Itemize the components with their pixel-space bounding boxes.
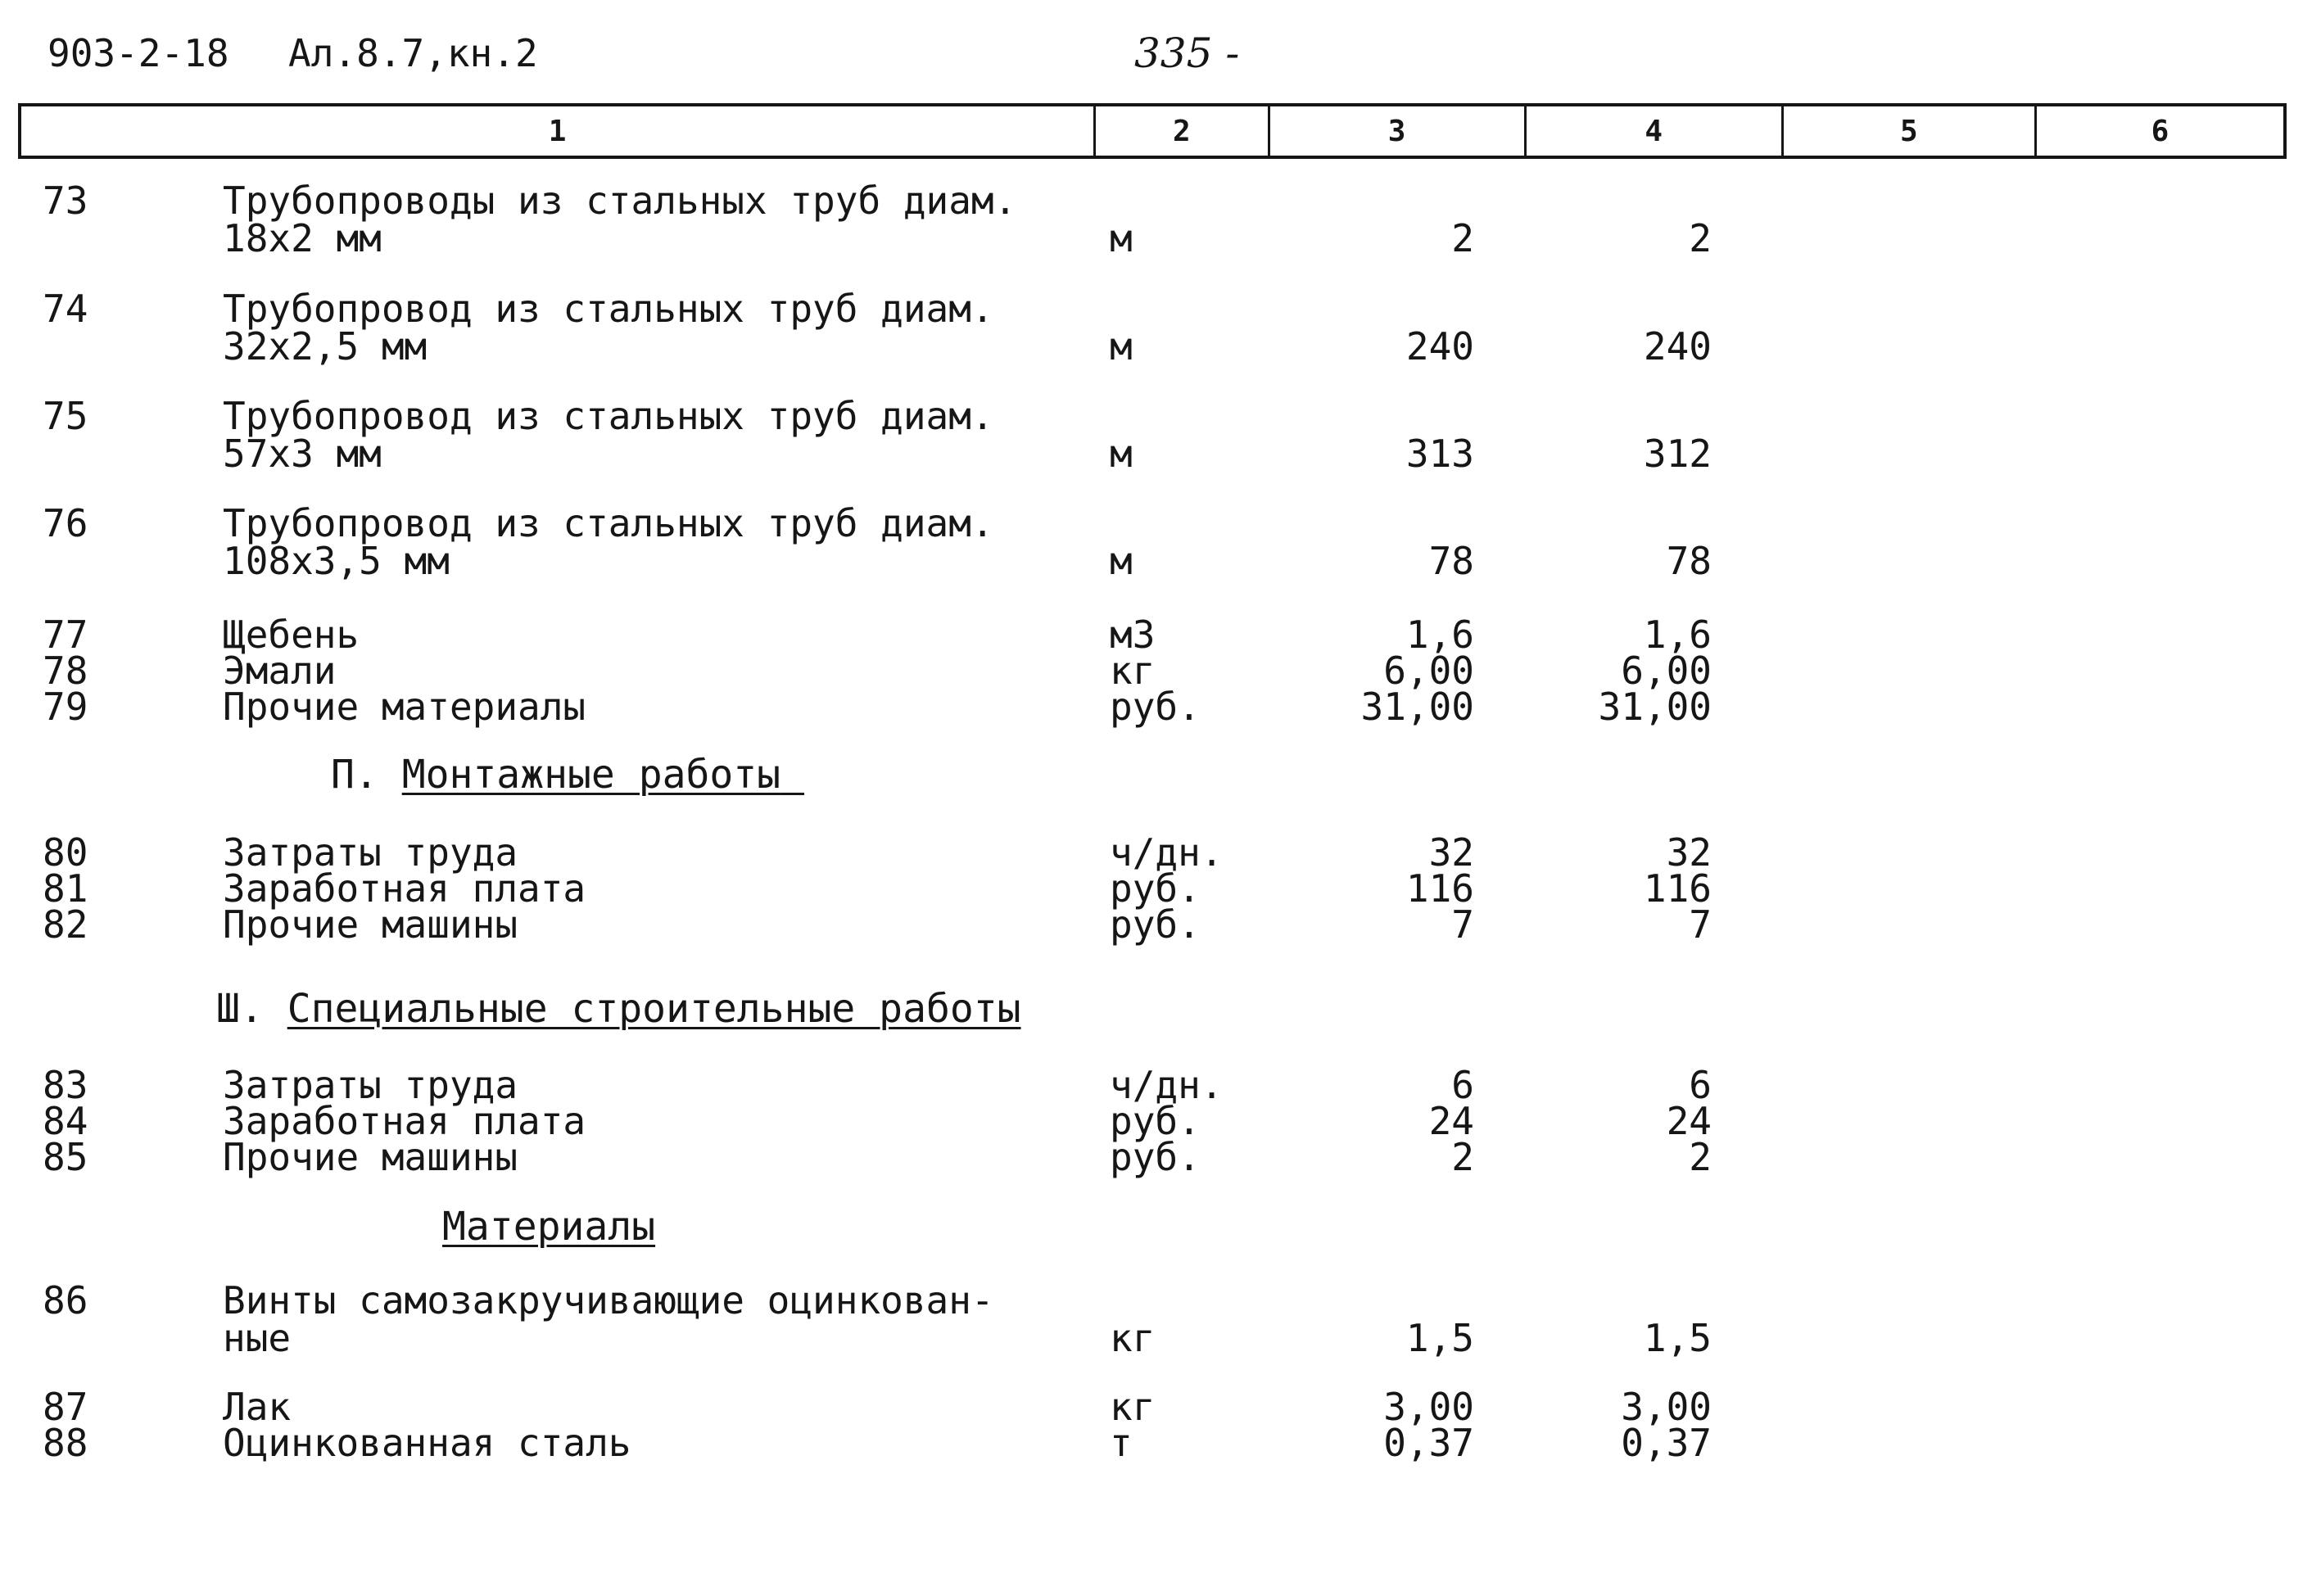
unit: м <box>1110 432 1133 476</box>
column-header-3: 3 <box>1270 106 1527 156</box>
row-number: 74 <box>43 287 88 331</box>
item-name: Трубопровод из стальных труб диам. <box>223 394 994 438</box>
value-col4: 2 <box>1689 216 1712 260</box>
column-header-row <box>18 103 2287 159</box>
value-col3: 32 <box>1428 830 1474 875</box>
item-name: Прочие машины <box>223 902 518 947</box>
column-header-4: 4 <box>1527 106 1784 156</box>
value-col4: 116 <box>1643 866 1712 911</box>
value-col3: 3,00 <box>1383 1385 1474 1429</box>
section-title: Материалы <box>442 1204 656 1250</box>
unit: м <box>1110 324 1133 368</box>
value-col4: 24 <box>1666 1099 1712 1143</box>
unit: ч/дн. <box>1110 1063 1224 1107</box>
document-code: 903-2-18 <box>48 31 229 75</box>
value-col3: 313 <box>1405 432 1474 476</box>
item-name: Заработная плата <box>223 866 586 911</box>
value-col3: 240 <box>1405 324 1474 368</box>
item-name: Заработная плата <box>223 1099 586 1143</box>
row-number: 84 <box>43 1099 88 1143</box>
unit: кг <box>1110 1316 1156 1360</box>
section-number: П. <box>331 752 378 798</box>
item-name: Трубопроводы из стальных труб диам. <box>223 179 1017 223</box>
value-col3: 24 <box>1428 1099 1474 1143</box>
value-col3: 116 <box>1405 866 1474 911</box>
value-col3: 2 <box>1451 216 1474 260</box>
row-number: 87 <box>43 1385 88 1429</box>
unit: кг <box>1110 649 1156 693</box>
item-name: Щебень <box>223 613 360 657</box>
item-name: Затраты труда <box>223 1063 518 1107</box>
item-name-cont: 18х2 мм <box>223 216 382 260</box>
value-col4: 0,37 <box>1621 1421 1712 1465</box>
item-name: Прочие машины <box>223 1135 518 1179</box>
unit: м3 <box>1110 613 1156 657</box>
page-number: 335 - <box>1134 29 1240 77</box>
value-col3: 2 <box>1451 1135 1474 1179</box>
unit: руб. <box>1110 685 1201 729</box>
value-col4: 3,00 <box>1621 1385 1712 1429</box>
row-number: 88 <box>43 1421 88 1465</box>
unit: м <box>1110 216 1133 260</box>
row-number: 77 <box>43 613 88 657</box>
value-col3: 31,00 <box>1360 685 1474 729</box>
unit: кг <box>1110 1385 1156 1429</box>
column-header-6: 6 <box>2151 114 2169 148</box>
value-col4: 6 <box>1689 1063 1712 1107</box>
section-heading-materials <box>442 1204 655 1250</box>
item-name: Прочие материалы <box>223 685 586 729</box>
item-name-cont: 108х3,5 мм <box>223 539 450 583</box>
value-col3: 78 <box>1428 539 1474 583</box>
item-name-cont: 32х2,5 мм <box>223 324 428 368</box>
item-name: Затраты труда <box>223 830 518 875</box>
row-number: 85 <box>43 1135 88 1179</box>
unit: т <box>1110 1421 1133 1465</box>
row-number: 83 <box>43 1063 88 1107</box>
value-col4: 312 <box>1643 432 1712 476</box>
value-col4: 240 <box>1643 324 1712 368</box>
value-col3: 1,5 <box>1405 1316 1474 1360</box>
value-col3: 6 <box>1451 1063 1474 1107</box>
value-col4: 1,5 <box>1643 1316 1712 1360</box>
item-name: Трубопровод из стальных труб диам. <box>223 501 994 545</box>
row-number: 76 <box>43 501 88 545</box>
item-name-cont: 57х3 мм <box>223 432 382 476</box>
section-heading-special <box>216 986 1021 1032</box>
unit: руб. <box>1110 1135 1201 1179</box>
value-col3: 0,37 <box>1383 1421 1474 1465</box>
unit: ч/дн. <box>1110 830 1224 875</box>
unit: м <box>1110 539 1133 583</box>
section-number: Ш. <box>216 986 264 1032</box>
value-col4: 32 <box>1666 830 1712 875</box>
value-col4: 78 <box>1666 539 1712 583</box>
section-title: Специальные строительные работы <box>287 986 1021 1032</box>
value-col4: 1,6 <box>1643 613 1712 657</box>
row-number: 86 <box>43 1278 88 1322</box>
value-col4: 6,00 <box>1621 649 1712 693</box>
row-number: 80 <box>43 830 88 875</box>
row-number: 73 <box>43 179 88 223</box>
section-title: Монтажные работы <box>401 752 781 798</box>
unit: руб. <box>1110 1099 1201 1143</box>
column-header-2: 2 <box>1096 106 1269 156</box>
value-col3: 7 <box>1451 902 1474 947</box>
row-number: 82 <box>43 902 88 947</box>
value-col4: 7 <box>1689 902 1712 947</box>
album-reference: Ал.8.7,кн.2 <box>288 31 538 75</box>
column-header-1: 1 <box>21 106 1096 156</box>
unit: руб. <box>1110 866 1201 911</box>
unit: руб. <box>1110 902 1201 947</box>
section-heading-montage <box>331 752 804 798</box>
value-col4: 31,00 <box>1598 685 1712 729</box>
row-number: 78 <box>43 649 88 693</box>
item-name: Оцинкованная сталь <box>223 1421 631 1465</box>
value-col3: 6,00 <box>1383 649 1474 693</box>
item-name: Винты самозакручивающие оцинкован- <box>223 1278 994 1322</box>
value-col3: 1,6 <box>1405 613 1474 657</box>
item-name-cont: ные <box>223 1316 292 1360</box>
row-number: 79 <box>43 685 88 729</box>
row-number: 75 <box>43 394 88 438</box>
item-name: Трубопровод из стальных труб диам. <box>223 287 994 331</box>
row-number: 81 <box>43 866 88 911</box>
column-header-5: 5 <box>1784 106 2037 156</box>
value-col4: 2 <box>1689 1135 1712 1179</box>
item-name: Эмали <box>223 649 337 693</box>
item-name: Лак <box>223 1385 292 1429</box>
